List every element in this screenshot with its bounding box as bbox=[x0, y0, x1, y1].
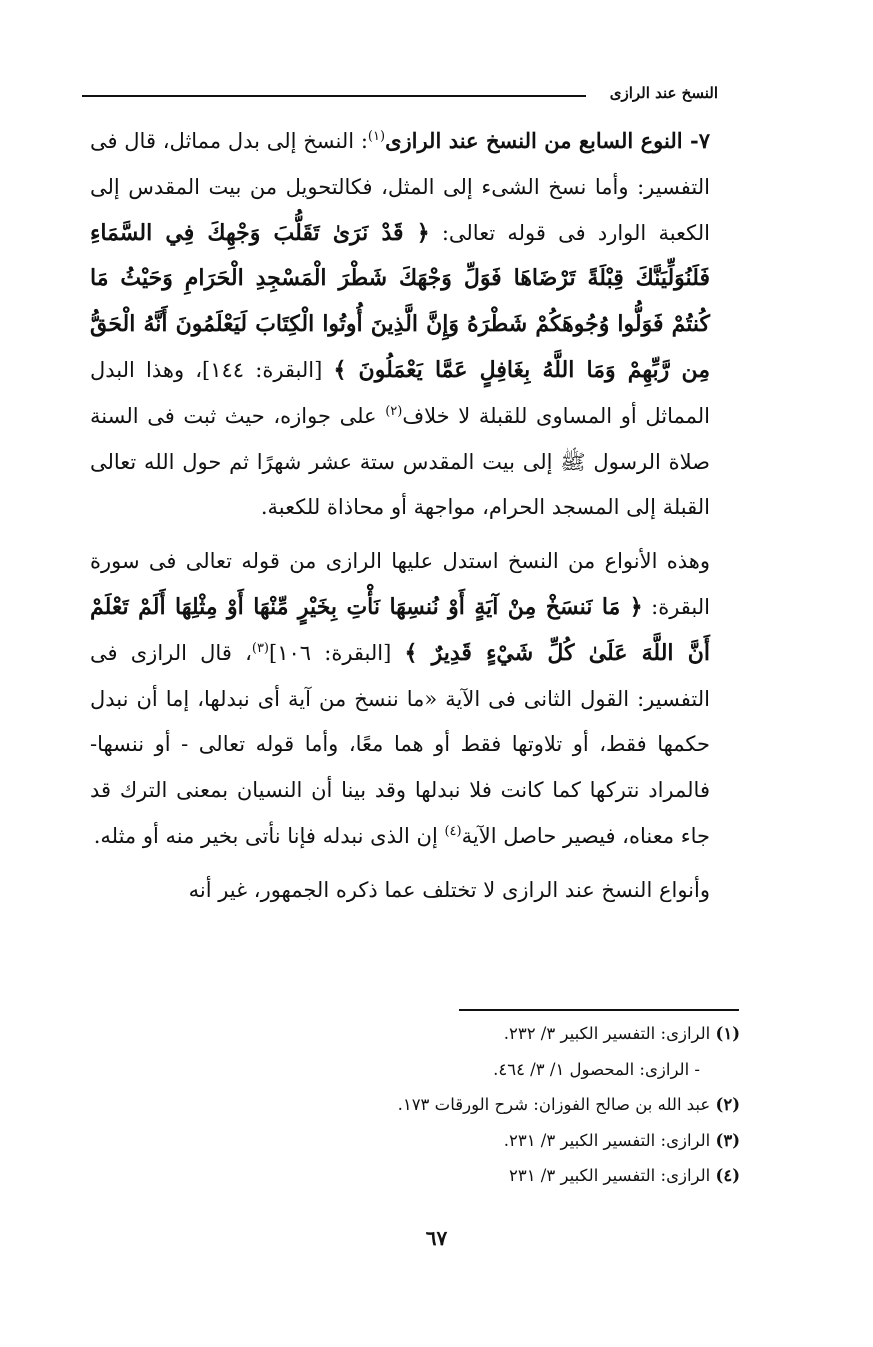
page-number: ٦٧ bbox=[425, 1226, 448, 1250]
footnote-number: (٢) bbox=[715, 1095, 740, 1114]
quran-verse-baqarah-144: ﴿ قَدْ نَرَىٰ تَقَلُّبَ وَجْهِكَ فِي السَّمَاءِ فَلَنُوَلِّيَنَّكَ قِبْلَةً تَرْضَاهَا فَوَلِّ وَجْهَكَ شَطْرَ الْمَسْجِدِ الْحَرَامِ وَحَيْثُ مَا كُنتُمْ فَوَلُّوا وُجُوهَكُمْ شَطْرَهُ وَإِنَّ الَّذِينَ أُوتُوا الْكِتَابَ لَيَعْلَمُونَ أَنَّهُ الْحَقُّ مِن رَّبِّهِمْ وَمَا اللَّهُ بِغَافِلٍ عَمَّا يَعْمَلُونَ ﴾ bbox=[90, 219, 710, 383]
paragraph-2-text-c: ، قال الرازى فى التفسير: القول الثانى فى الآية «ما ننسخ من آية أى نبدلها، إما أن نبدل حكمها فقط، أو تلاوتها فقط أو هما معًا، وأما قوله تعالى - أو ننسها- فالمراد نتركها كما كانت فلا نبدلها وقد بينا أن النسيان بمعنى الترك قد جاء معناه، فيصير حاصل الآية bbox=[90, 640, 710, 848]
running-header bbox=[82, 84, 718, 106]
paragraph-2-text-a: وهذه الأنواع من النسخ استدل عليها الرازى من قوله تعالى فى سورة البقرة: bbox=[90, 549, 710, 619]
footnote-number: (١) bbox=[715, 1024, 740, 1043]
paragraph-2 bbox=[90, 539, 740, 860]
footnote-1 bbox=[150, 1016, 740, 1052]
paragraph-2-text-d: إن الذى نبدله فإنا نأتى بخير منه أو مثله. bbox=[93, 823, 445, 848]
paragraph-1 bbox=[90, 118, 740, 531]
section-heading: ٧- النوع السابع من النسخ عند الرازى bbox=[385, 128, 710, 153]
footnote-text: الرازى: التفسير الكبير ٣/ ٢٣١. bbox=[503, 1130, 716, 1150]
running-header-rule bbox=[82, 95, 586, 97]
footnote-4 bbox=[150, 1158, 740, 1194]
footnotes bbox=[150, 1016, 740, 1194]
footnote-number: (٣) bbox=[715, 1130, 740, 1150]
footnote-2 bbox=[150, 1087, 740, 1123]
footnote-text: - الرازى: المحصول ١/ ٣/ ٤٦٤. bbox=[493, 1059, 700, 1079]
footnote-text: الرازى: التفسير الكبير ٣/ ٢٣٢. bbox=[503, 1024, 716, 1043]
footnote-ref-1: (١) bbox=[367, 129, 386, 144]
footnote-1-continued bbox=[150, 1052, 740, 1088]
paragraph-1-text-a: : النسخ إلى بدل مماثل، قال فى التفسير: وأما نسخ الشىء إلى المثل، فكالتحويل من بيت المقدس إلى الكعبة الوارد فى قوله تعالى: bbox=[90, 129, 711, 245]
footnote-text: الرازى: التفسير الكبير ٣/ ٢٣١ bbox=[508, 1166, 716, 1185]
running-header-title: النسخ عند الرازى bbox=[609, 84, 718, 102]
footnote-text: عبد الله بن صالح الفوزان: شرح الورقات ١٧٣. bbox=[397, 1095, 716, 1114]
footnote-ref-4: (٤) bbox=[444, 823, 462, 839]
paragraph-1-text-b: [البقرة: ١٤٤]، وهذا البدل المماثل أو المساوى للقبلة لا خلاف bbox=[90, 357, 710, 428]
paragraph-1-text-c: على جوازه، حيث ثبت فى السنة صلاة الرسول ﷺ إلى بيت المقدس ستة عشر شهرًا ثم حول الله تعالى القبلة إلى المسجد الحرام، مواجهة أو محاذاة للكعبة. bbox=[90, 403, 710, 520]
paragraph-2-text-b: [البقرة: ١٠٦] bbox=[269, 640, 405, 665]
footnote-3 bbox=[150, 1123, 740, 1159]
paragraph-3 bbox=[90, 868, 740, 914]
footnote-number: (٤) bbox=[715, 1166, 740, 1185]
paragraph-3-text: وأنواع النسخ عند الرازى لا تختلف عما ذكره الجمهور، غير أنه bbox=[188, 877, 710, 902]
footnote-separator bbox=[459, 1009, 739, 1011]
footnote-ref-2: (٢) bbox=[385, 403, 403, 419]
quran-verse-baqarah-106: ﴿ مَا نَنسَخْ مِنْ آيَةٍ أَوْ نُنسِهَا نَأْتِ بِخَيْرٍ مِّنْهَا أَوْ مِثْلِهَا أَلَمْ تَعْلَمْ أَنَّ اللَّهَ عَلَىٰ كُلِّ شَيْءٍ قَدِيرٌ ﴾ bbox=[90, 593, 710, 666]
footnote-ref-3: (٣) bbox=[251, 640, 269, 656]
main-text bbox=[90, 118, 740, 914]
